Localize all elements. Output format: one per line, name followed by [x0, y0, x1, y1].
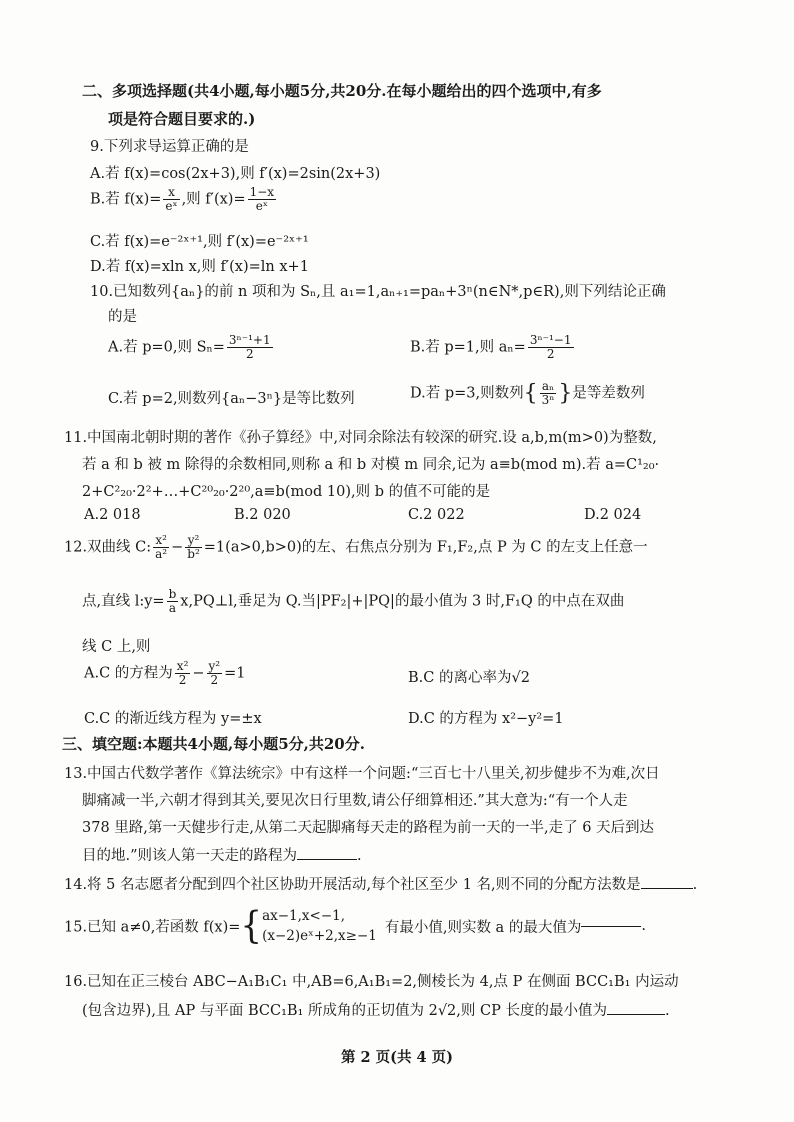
left-brace-icon: {	[523, 381, 538, 406]
q14-line	[64, 873, 697, 894]
q15-piece-1: ax−1,x<−1,	[262, 908, 346, 924]
q12-option-a	[84, 660, 246, 687]
q9-option-c: C.若 f(x)=e⁻²ˣ⁺¹,则 f′(x)=e⁻²ˣ⁺¹	[90, 234, 309, 250]
q14-answer-blank[interactable]	[641, 887, 693, 889]
q10-a-frac	[227, 334, 273, 361]
q9-b-den2: eˣ	[255, 199, 268, 213]
q12-a-d1: 2	[178, 673, 187, 687]
q16-answer-blank[interactable]	[607, 1013, 665, 1015]
q11-option-c: C.2 022	[408, 507, 465, 523]
q11-option-b: B.2 020	[234, 507, 291, 523]
q12-a-pre: A.C 的方程为	[84, 665, 173, 682]
q9-option-a: A.若 f(x)=cos(2x+3),则 f′(x)=2sin(2x+3)	[90, 166, 381, 182]
q12-a-n1: x²	[176, 659, 189, 673]
section-2-heading-cont: 项是符合题目要求的.)	[108, 110, 256, 128]
q9-b-den1: eˣ	[165, 199, 178, 213]
q10-b-num: 3ⁿ⁻¹−1	[529, 333, 572, 347]
q9-b-pre: B.若 f(x)=	[90, 191, 162, 208]
q12-l2-pre: 点,直线 l:y=	[82, 593, 165, 610]
q9-option-d: D.若 f(x)=xln x,则 f′(x)=ln x+1	[90, 259, 309, 275]
q13-l4-end: .	[357, 848, 362, 864]
q15-pre: 15.已知 a≠0,若函数 f(x)=	[64, 919, 241, 936]
q11-option-a: A.2 018	[84, 507, 141, 523]
q12-l1-pre: 12.双曲线 C:	[64, 539, 152, 556]
section-3-heading: 三、填空题:本题共4小题,每小题5分,共20分.	[62, 735, 365, 753]
q10-a-num: 3ⁿ⁻¹+1	[228, 333, 271, 347]
q10-option-d	[410, 380, 645, 407]
q13-answer-blank[interactable]	[297, 858, 357, 860]
q13-line2: 脚痛减一半,六朝才得到其关,要见次日行里数,请公仔细算相还.”其大意为:“有一个人走	[82, 793, 628, 809]
q12-frac-x	[153, 534, 169, 561]
q11-line3: 2+C²₂₀·2²+…+C²⁰₂₀·2²⁰,a≡b(mod 10),则 b 的值不可能的是	[82, 484, 491, 500]
q16-line2	[82, 999, 670, 1020]
q12-a-frac2	[207, 660, 223, 687]
q15-piecewise	[262, 906, 377, 946]
q12-l1-post: =1(a>0,b>0)的左、右焦点分别为 F₁,F₂,点 P 为 C 的左支上任意一	[203, 539, 648, 556]
q12-option-d: D.C 的方程为 x²−y²=1	[408, 711, 564, 727]
q10-b-frac	[528, 334, 574, 361]
q10-b-pre: B.若 p=1,则 aₙ=	[410, 339, 526, 356]
q12-a-d2: 2	[210, 673, 219, 687]
q10-option-a	[108, 334, 275, 361]
q13-l4-text: 目的地.”则该人第一天走的路程为	[82, 848, 298, 864]
q12-line2	[82, 588, 624, 615]
q10-stem: 10.已知数列{aₙ}的前 n 项和为 Sₙ,且 a₁=1,aₙ₊₁=paₙ+3ⁿ(n∈N*,p∈R),则下列结论正确	[90, 284, 666, 300]
q11-line1: 11.中国南北朝时期的著作《孙子算经》中,对同余除法有较深的研究.设 a,b,m(m>0)为整数,	[64, 430, 657, 446]
q15-line	[64, 906, 646, 946]
q14-end: .	[692, 877, 698, 893]
q12-l1-n2: y²	[185, 534, 202, 548]
q15-end: .	[641, 918, 646, 934]
q12-l1-minus: −	[171, 539, 184, 556]
q10-option-b	[410, 334, 576, 361]
q16-line1: 16.已知在正三棱台 ABC−A₁B₁C₁ 中,AB=6,A₁B₁=2,侧棱长为 4,点 P 在侧面 BCC₁B₁ 内运动	[64, 974, 679, 990]
q9-b-frac1	[163, 186, 179, 213]
q12-l1-n1: x²	[153, 534, 169, 548]
q10-a-pre: A.若 p=0,则 Sₙ=	[108, 339, 225, 356]
q15-piece-2: (x−2)eˣ+2,x≥−1	[262, 928, 377, 944]
q10-d-frac	[540, 380, 557, 407]
q10-d-num: aₙ	[540, 380, 557, 394]
q10-stem-cont: 的是	[108, 309, 137, 325]
q16-end: .	[664, 1003, 670, 1019]
q9-b-num1: x	[163, 186, 179, 200]
q13-line1: 13.中国古代数学著作《算法统宗》中有这样一个问题:“三百七十八里关,初步健步不为难,次日	[64, 766, 660, 782]
q13-line3: 378 里路,第一天健步行走,从第二天起脚痛每天走的路程为前一天的一半,走了 6 天后到达	[82, 820, 655, 836]
q14-text: 14.将 5 名志愿者分配到四个社区协助开展活动,每个社区至少 1 名,则不同的分配方法数是	[64, 877, 641, 893]
q13-line4	[82, 844, 362, 865]
q10-d-den: 3ⁿ	[541, 393, 555, 407]
q12-line3: 线 C 上,则	[82, 639, 151, 655]
q12-frac-y	[185, 534, 202, 561]
page-footer: 第 2 页(共 4 页)	[340, 1049, 454, 1066]
q9-b-mid: ,则 f′(x)=	[181, 191, 246, 208]
q10-option-c: C.若 p=2,则数列{aₙ−3ⁿ}是等比数列	[108, 391, 355, 407]
q10-b-den: 2	[546, 347, 555, 361]
right-brace-icon: }	[558, 381, 573, 406]
section-2-heading: 二、多项选择题(共4小题,每小题5分,共20分.在每小题给出的四个选项中,有多	[82, 82, 602, 100]
q12-l2-post: x,PQ⊥l,垂足为 Q.当|PF₂|+|PQ|的最小值为 3 时,F₁Q 的中点在双曲	[180, 593, 625, 610]
q12-frac-ba	[167, 588, 179, 615]
q12-option-b: B.C 的离心率为√2	[408, 670, 530, 686]
q9-b-frac2	[248, 186, 276, 213]
q12-a-post: =1	[224, 665, 246, 682]
q9-option-b	[90, 186, 278, 213]
q10-d-post: 是等差数列	[572, 385, 645, 402]
q12-line1	[64, 534, 648, 561]
q12-option-c: C.C 的渐近线方程为 y=±x	[84, 711, 262, 727]
q9-stem: 9.下列求导运算正确的是	[90, 139, 249, 155]
q11-option-d: D.2 024	[584, 507, 642, 523]
q12-a-minus: −	[192, 665, 205, 682]
q12-l2-den: a	[168, 601, 177, 615]
q12-a-n2: y²	[208, 659, 221, 673]
q12-a-frac1	[175, 660, 191, 687]
q9-b-num2: 1−x	[249, 185, 275, 199]
q10-d-pre: D.若 p=3,则数列	[410, 385, 524, 402]
q11-line2: 若 a 和 b 被 m 除得的余数相同,则称 a 和 b 对模 m 同余,记为 a≡b(mod m).若 a=C¹₂₀·	[82, 457, 660, 473]
q16-l2-text: (包含边界),且 AP 与平面 BCC₁B₁ 所成角的正切值为 2√2,则 CP 长度的最小值为	[82, 1003, 607, 1019]
q12-l1-d1: a²	[155, 547, 168, 561]
piecewise-brace-icon: {	[240, 904, 263, 948]
q12-l2-num: b	[168, 587, 177, 601]
q12-l1-d2: b²	[187, 547, 200, 561]
q15-answer-blank[interactable]	[581, 925, 641, 927]
q15-post: 有最小值,则实数 a 的最大值为	[384, 919, 582, 936]
q10-a-den: 2	[245, 347, 254, 361]
